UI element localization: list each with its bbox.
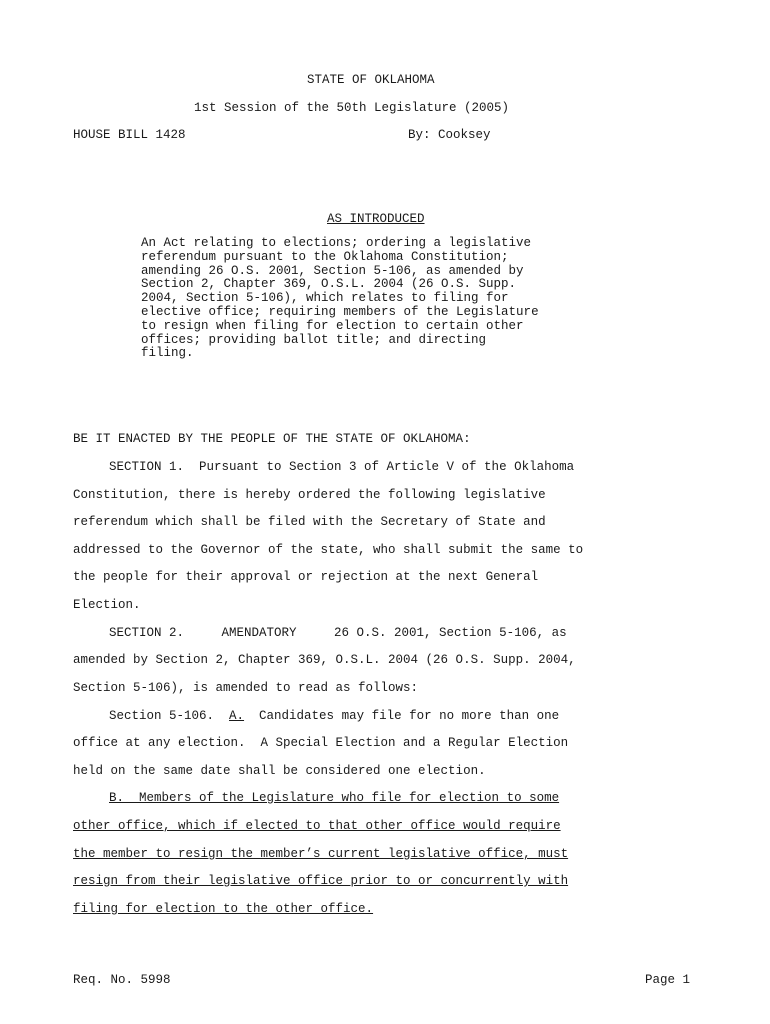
summary-line: referendum pursuant to the Oklahoma Constitution; bbox=[141, 249, 509, 264]
section-line: SECTION 2. AMENDATORY 26 O.S. 2001, Section 5-106, as bbox=[109, 626, 567, 640]
section-line: addressed to the Governor of the state, who shall submit the same to bbox=[73, 543, 584, 557]
summary-line: Section 2, Chapter 369, O.S.L. 2004 (26 O.S. Supp. bbox=[141, 277, 517, 292]
section-line: the people for their approval or rejection at the next General bbox=[73, 570, 539, 584]
section-line: referendum which shall be filed with the Secretary of State and bbox=[73, 515, 546, 529]
section-text: Candidates may file for no more than one bbox=[244, 709, 560, 723]
section-line: Section 5-106), is amended to read as follows: bbox=[73, 681, 419, 695]
section-line: office at any election. A Special Election and a Regular Election bbox=[73, 736, 569, 750]
session-title: 1st Session of the 50th Legislature (2005) bbox=[194, 101, 510, 115]
summary-line: filing. bbox=[141, 346, 194, 361]
bill-summary bbox=[141, 237, 641, 361]
inserted-line: filing for election to the other office. bbox=[73, 902, 374, 916]
request-number: Req. No. 5998 bbox=[73, 973, 171, 987]
inserted-line: the member to resign the member’s current legislative office, must bbox=[73, 847, 569, 861]
section-line: Constitution, there is hereby ordered the following legislative bbox=[73, 488, 546, 502]
summary-line: 2004, Section 5-106), which relates to filing for bbox=[141, 291, 509, 306]
enacting-clause: BE IT ENACTED BY THE PEOPLE OF THE STATE OF OKLAHOMA: bbox=[73, 432, 471, 446]
state-title: STATE OF OKLAHOMA bbox=[307, 73, 435, 87]
bill-status: AS INTRODUCED bbox=[327, 212, 425, 226]
summary-line: An Act relating to elections; ordering a legislative bbox=[141, 236, 532, 250]
bill-author: By: Cooksey bbox=[408, 128, 491, 142]
summary-line: elective office; requiring members of the Legislature bbox=[141, 304, 539, 319]
summary-line: to resign when filing for election to certain other bbox=[141, 318, 524, 333]
summary-line: offices; providing ballot title; and directing bbox=[141, 332, 487, 347]
subsection-a-label: A. bbox=[229, 709, 245, 723]
inserted-line: other office, which if elected to that other office would require bbox=[73, 819, 561, 833]
inserted-line: resign from their legislative office prior to or concurrently with bbox=[73, 874, 569, 888]
section-line: held on the same date shall be considered one election. bbox=[73, 764, 486, 778]
section-line: SECTION 1. Pursuant to Section 3 of Article V of the Oklahoma bbox=[109, 460, 575, 474]
section-line: amended by Section 2, Chapter 369, O.S.L. 2004 (26 O.S. Supp. 2004, bbox=[73, 653, 576, 667]
section-prefix: Section 5-106. bbox=[109, 709, 230, 723]
page-number: Page 1 bbox=[645, 973, 691, 987]
inserted-line: B. Members of the Legislature who file for election to some bbox=[109, 791, 560, 805]
section-line bbox=[73, 709, 559, 723]
section-line: Election. bbox=[73, 598, 141, 612]
summary-line: amending 26 O.S. 2001, Section 5-106, as amended by bbox=[141, 263, 524, 278]
bill-number: HOUSE BILL 1428 bbox=[73, 128, 186, 142]
